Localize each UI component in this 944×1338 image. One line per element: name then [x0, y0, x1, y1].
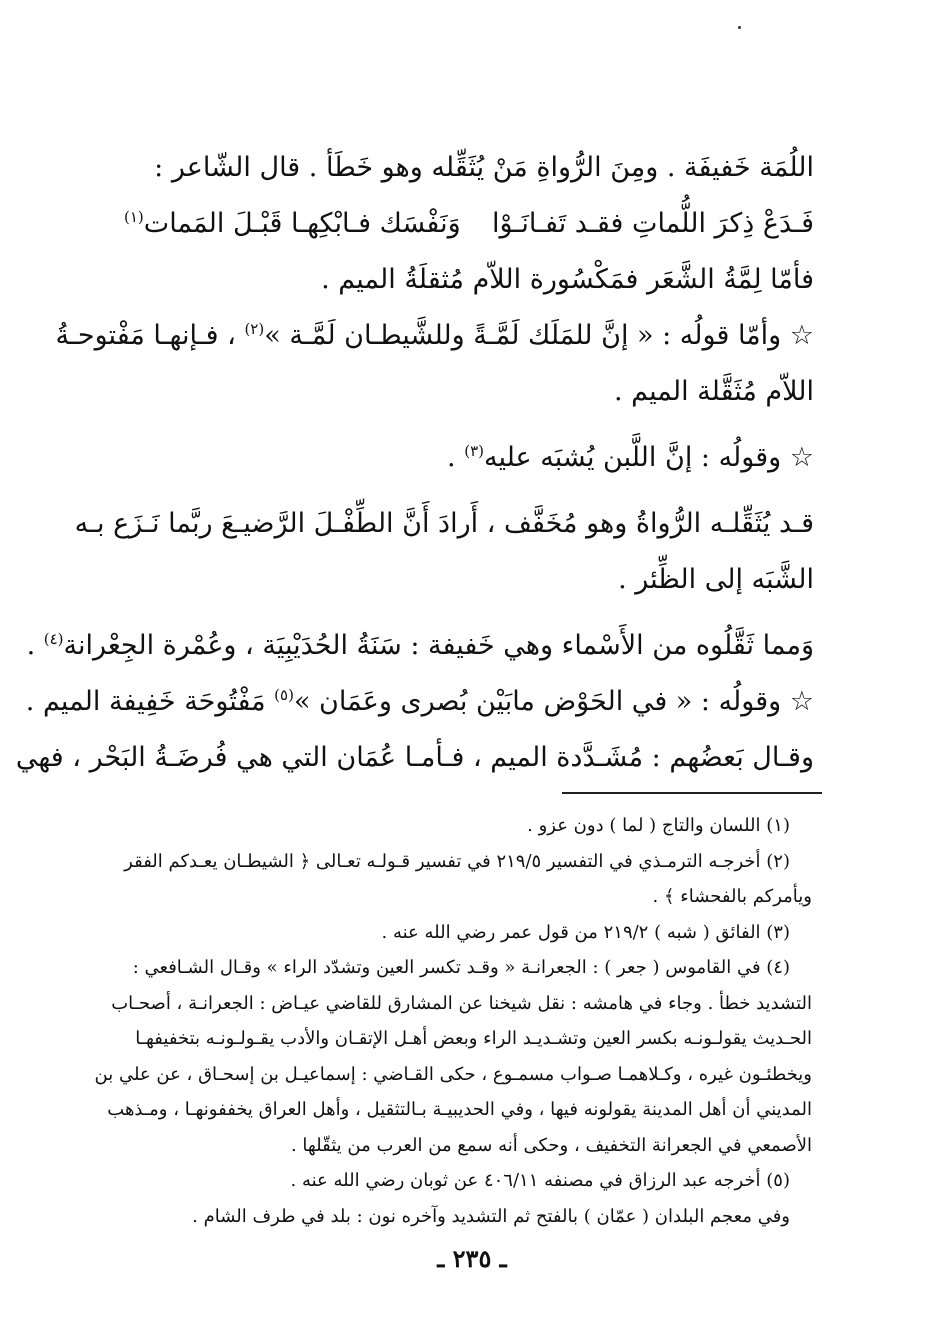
footnote-4-cont-4: المديني أن أهل المدينة يقولونه فيها ، وفي الحديبيـة بـالتثقيل ، وأهل العراق يخففونهـا ، ومـذهب: [107, 1099, 812, 1120]
text-line-3: فأمّا لِمَّةُ الشَّعَر فمَكْسُورة اللاّم مُثقلَةُ الميم .: [321, 264, 814, 295]
footnote-ref-4: (٤): [43, 630, 64, 648]
star-icon: ☆: [789, 320, 814, 351]
text-line-8: الشَّبَه إلى الظِّئر .: [618, 564, 814, 595]
verse-first-hemistich: فَـدَعْ ذِكرَ اللُّماتِ فقـد تَفـانَـوْا: [492, 208, 814, 239]
footnote-4-cont-1: التشديد خطأ . وجاء في هامشه : نقل شيخنا عن المشارق للقاضي عيـاض : الجعرانـة ، أصحـاب: [111, 992, 812, 1014]
footnote-ref-3: (٣): [464, 442, 484, 460]
text-line-6: ☆ وقولُه : إنَّ اللَّبن يُشبَه عليه$^{(٣)}$ .: [447, 442, 814, 473]
footnote-4: (٤) في القاموس ( جعر ) : الجعرانـة « وقـد تكسر العين وتشدّد الراء » وقـال الشـافعي :: [132, 957, 790, 978]
text-line-7: قـد يُثَقِّلـه الرُّواةُ وهو مُخَفَّف ، أَرادَ أَنَّ الطِّفْـلَ الرَّضيـعَ ربَّما نَـزَع بـه: [74, 508, 814, 539]
footnote-2-cont: ويأمركم بالفحشاء ﴾ .: [652, 886, 812, 907]
footnote-ref-5: (٥): [274, 686, 294, 704]
verse-second-hemistich: وَنَفْسَك فـابْكِهـا قَبْـلَ المَمات$^{(١)}$: [124, 208, 461, 239]
footnote-5: (٥) أخرجه عبد الرزاق في مصنفه ٤٠٦/١١ عن ثوبان رضي الله عنه .: [290, 1170, 790, 1191]
footnote-3: (٣) الفائق ( شبه ) ٢١٩/٢ من قول عمر رضي الله عنه .: [381, 921, 790, 943]
text-line-1: اللُمَة خَفيفَة . ومِنَ الرُّواةِ مَنْ يُثَقِّله وهو خَطَأ . قال الشّاعر :: [154, 152, 814, 183]
star-icon: ☆: [789, 686, 814, 717]
page-number: ـ ٢٣٥ ـ: [437, 1244, 507, 1273]
text-line-11: وقـال بَعضُهم : مُشَـدَّدة الميم ، فـأمـا عُمَان التي هي فُرضَـةُ البَحْر ، فهي: [15, 742, 814, 773]
page-speck: [738, 26, 741, 29]
text-line-4: ☆ وأمّا قولُه : « إنَّ للمَلَك لَمَّـةً وللشَّيطـان لَمَّـة »$^{(٢)}$ ، فـإنهـا مَفْتوحـةُ: [55, 320, 814, 351]
footnotes: [94, 808, 812, 1234]
footnote-4-cont-5: الأصمعي في الجعرانة التخفيف ، وحكى أنه سمع من العرب من يثقّلها .: [290, 1134, 812, 1156]
footnote-ref-2: (٢): [244, 320, 265, 338]
star-icon: ☆: [789, 442, 814, 473]
footnote-4-cont-3: ويخطئـون غيره ، وكـلاهمـا صـواب مسمـوع ، حكى القـاضي : إسماعيـل بن إسحـاق ، عن علي بن: [94, 1063, 812, 1085]
footnote-2: (٢) أخرجـه الترمـذي في التفسير ٢١٩/٥ في تفسير قـولـه تعـالى ﴿ الشيطـان يعـدكم الفقر: [124, 850, 790, 872]
main-text: [15, 140, 814, 786]
footnote-ref-1: (١): [124, 208, 144, 226]
text-line-5: اللاّم مُثَقَّلة الميم .: [613, 376, 814, 407]
text-line-9: وَمما ثَقَّلُوه من الأَسْماء وهي خَفيفة : سَنَةُ الحُدَيْبِيَة ، وعُمْرة الجِعْرانة$^{(٤)}$ .: [26, 630, 814, 661]
footnote-1: (١) اللسان والتاج ( لما ) دون عزو .: [527, 815, 790, 836]
poetry-verse: [124, 196, 814, 252]
footnote-separator: [562, 792, 822, 794]
footnote-4-cont-2: الحـديث يقولـونـه بكسر العين وتشـديـد الراء وبعض أهـل الإتقـان والأدب يقـولـونـه بتخفيفهـا: [135, 1028, 812, 1049]
footnote-5-cont: وفي معجم البلدان ( عمّان ) بالفتح ثم التشديد وآخره نون : بلد في طرف الشام .: [192, 1205, 790, 1227]
text-line-10: ☆ وقولُه : « في الحَوْض مابَيْن بُصرى وعَمَان »$^{(٥)}$ مَفْتُوحَة خَفِيفة الميم .: [25, 686, 814, 717]
